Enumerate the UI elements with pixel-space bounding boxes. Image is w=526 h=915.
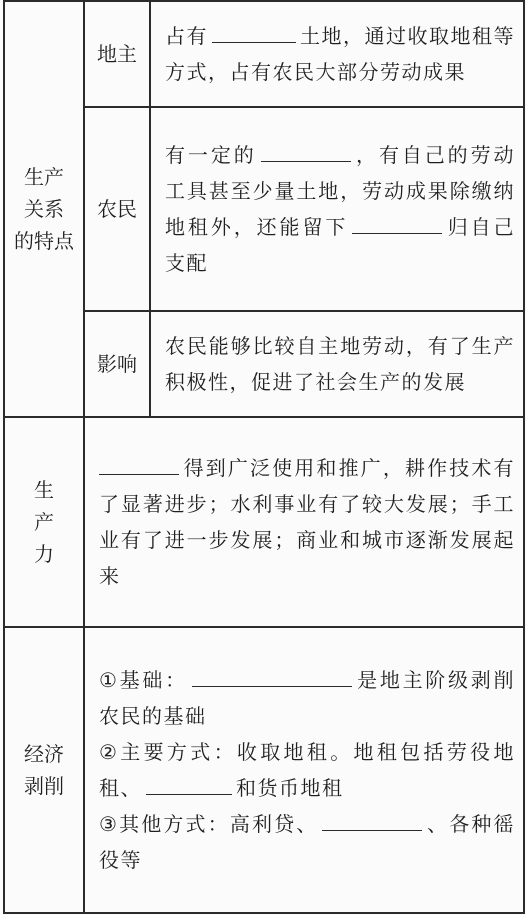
item2-before: ②主要方式：收取地租。地租包括劳役地租、 — [99, 740, 515, 800]
ee-line-2: 剥削 — [24, 774, 64, 798]
category-line-3: 的特点 — [14, 229, 74, 253]
row-economic-exploitation — [4, 627, 524, 913]
category-production-relations — [4, 1, 84, 417]
row-landlord — [4, 1, 524, 107]
peasant-text-2: ，有自己的劳动工具甚至少量土地，劳动成果除缴纳地租外，还能留下 — [165, 143, 516, 239]
item2-after: 和货币地租 — [236, 776, 344, 800]
item1-before: ①基础： — [99, 668, 188, 692]
pf-text: 得到广泛使用和推广，耕作技术有了显著进步；水利事业有了较大发展；手工业有了进一步发展；商业和城市逐渐发展起来 — [99, 456, 515, 588]
desc-landlord — [150, 1, 524, 107]
pf-line-1: 生 — [34, 478, 54, 502]
desc-productive-forces — [84, 417, 524, 627]
exploitation-item-1 — [99, 662, 515, 734]
item1-after: 是地主阶级剥削农民的基础 — [99, 668, 516, 728]
desc-peasant — [150, 107, 524, 311]
item3-before: ③其他方式：高利贷、 — [99, 812, 319, 836]
exploitation-item-3 — [99, 806, 515, 878]
blank-productive-forces[interactable] — [99, 452, 179, 475]
row-productive-forces — [4, 417, 524, 627]
desc-economic-exploitation — [84, 627, 524, 913]
category-line-1: 生产 — [24, 165, 64, 189]
landlord-text-before: 占有 — [165, 24, 208, 48]
blank-landlord-land[interactable] — [212, 20, 296, 43]
category-economic-exploitation — [4, 627, 84, 913]
label-influence: 影响 — [84, 311, 150, 417]
blank-peasant-2[interactable] — [352, 211, 442, 234]
blank-rent-type[interactable] — [146, 772, 232, 795]
blank-other-method[interactable] — [322, 808, 422, 831]
category-productive-forces — [4, 417, 84, 627]
peasant-text-3: 归自己支配 — [165, 215, 516, 275]
feudal-economy-table — [3, 0, 525, 914]
blank-exploitation-basis[interactable] — [192, 664, 352, 687]
pf-line-3: 力 — [34, 542, 54, 566]
label-landlord: 地主 — [84, 1, 150, 107]
exploitation-item-2 — [99, 734, 515, 806]
category-line-2: 关系 — [24, 197, 64, 221]
blank-peasant-1[interactable] — [261, 139, 351, 162]
pf-line-2: 产 — [34, 510, 54, 534]
ee-line-1: 经济 — [24, 742, 64, 766]
peasant-text-1: 有一定的 — [165, 143, 257, 167]
landlord-text-after: 土地，通过收取地租等方式，占有农民大部分劳动成果 — [165, 24, 515, 84]
label-peasant: 农民 — [84, 107, 150, 311]
item3-after: 、各种徭役等 — [99, 812, 515, 872]
desc-influence: 农民能够比较自主地劳动，有了生产积极性，促进了社会生产的发展 — [150, 311, 524, 417]
